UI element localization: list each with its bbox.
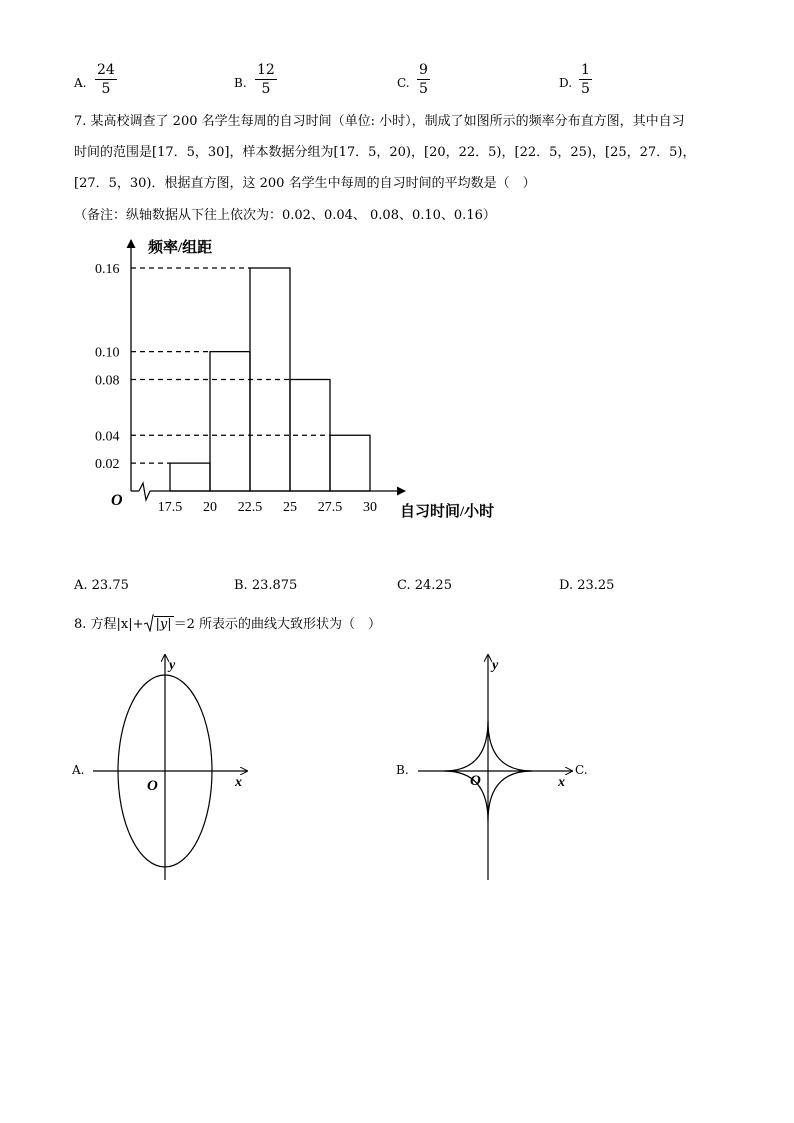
q7-option-c: C. 24.25 (397, 578, 452, 593)
sqrt-symbol (144, 614, 154, 632)
q6-option-b-label: B. (234, 76, 247, 90)
q8-stem-prefix: 8. 方程|x|+ (74, 617, 144, 632)
histogram-x-tick-6: 30 (363, 500, 377, 515)
q7-note: （备注：纵轴数据从下往上依次为：0.02、0.04、 0.08、0.10、0.16） (74, 208, 496, 223)
q7-option-d: D. 23.25 (559, 578, 615, 593)
q8-stem (74, 613, 381, 632)
q8-option-b-label: B. (396, 763, 409, 777)
histogram-bar-5 (330, 435, 370, 491)
q6-option-c-numerator: 9 (419, 62, 428, 78)
histogram-origin-label: O (111, 492, 123, 509)
histogram-y-tick-3: 0.08 (95, 373, 120, 389)
histogram-x-tick-1: 17.5 (157, 500, 183, 515)
q7-option-b: B. 23.875 (234, 578, 298, 593)
histogram-x-tick-3: 22.5 (237, 500, 263, 515)
histogram-x-axis-title: 自习时间/小时 (400, 504, 495, 520)
q6-option-c-label: C. (397, 76, 410, 90)
histogram-chart (0, 0, 794, 560)
fig-b-x-label: x (558, 775, 565, 790)
q6-option-a-label: A. (74, 76, 87, 90)
q8-figure-a (85, 650, 255, 890)
histogram-y-tick-2: 0.04 (95, 429, 120, 445)
q8-stem-suffix: ＝2 所表示的曲线大致形状为（ ） (173, 617, 382, 632)
q6-option-d-denominator: 5 (581, 81, 590, 97)
q7-option-a: A. 23.75 (74, 578, 129, 593)
sqrt-expression (144, 614, 174, 632)
q6-option-c-denominator: 5 (419, 81, 428, 97)
histogram-bar-1 (170, 463, 210, 491)
histogram-y-tick-4: 0.10 (95, 345, 120, 361)
histogram-y-tick-5: 0.16 (95, 262, 120, 277)
q6-option-a-numerator: 24 (97, 62, 115, 78)
q6-option-b-numerator: 12 (257, 62, 275, 78)
histogram-x-tick-5: 27.5 (317, 500, 343, 515)
histogram-y-axis-title: 频率/组距 (148, 240, 213, 256)
histogram-x-tick-4: 25 (283, 500, 297, 515)
q8-option-c-label: C. (575, 763, 588, 777)
fig-b-origin-label: O (470, 773, 481, 789)
q6-option-d-numerator: 1 (581, 62, 590, 78)
histogram-bar-2 (210, 352, 250, 491)
q7-stem-line-1: 7. 某高校调查了 200 名学生每周的自习时间（单位: 小时），制成了如图所示的频率分布直方图，其中自习 (74, 114, 685, 129)
fig-a-y-label: y (169, 658, 176, 673)
q6-option-d-label: D. (559, 76, 573, 90)
fig-a-origin-label: O (147, 778, 158, 794)
q6-option-b-denominator: 5 (261, 81, 271, 97)
q7-stem-line-3: [27．5，30)．根据直方图，这 200 名学生中每周的自习时间的平均数是（ ） (74, 176, 536, 191)
fig-a-x-label: x (235, 775, 242, 790)
histogram-x-tick-2: 20 (203, 500, 217, 515)
q8-figure-b (410, 650, 580, 890)
q6-option-a-denominator: 5 (101, 81, 111, 97)
q8-option-a-label: A. (72, 763, 85, 777)
q7-stem-line-2: 时间的范围是[17．5，30]，样本数据分组为[17．5，20)，[20，22．5)，[22．5，25)，[25，27．5)， (74, 145, 696, 160)
fig-b-y-label: y (492, 658, 499, 673)
histogram-y-tick-1: 0.02 (95, 457, 120, 473)
histogram-axis-break (139, 483, 150, 500)
sqrt-argument: |y| (155, 617, 172, 632)
